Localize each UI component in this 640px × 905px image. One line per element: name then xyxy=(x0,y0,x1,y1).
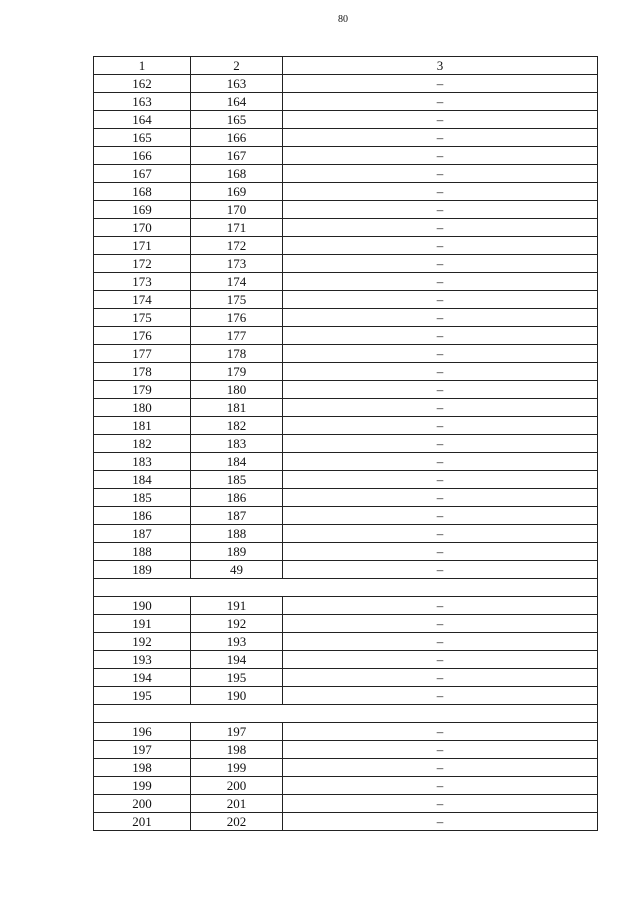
table-row xyxy=(94,201,598,219)
table-cell-col-3: – xyxy=(283,759,598,777)
group-separator-row xyxy=(94,579,598,597)
table-cell-col-3: – xyxy=(283,561,598,579)
table-cell-col-2: 201 xyxy=(191,795,283,813)
table-cell-col-2: 188 xyxy=(191,525,283,543)
table-cell-col-1: 197 xyxy=(94,741,191,759)
table-cell-col-2: 166 xyxy=(191,129,283,147)
table-cell-col-2: 187 xyxy=(191,507,283,525)
table-cell-col-3: – xyxy=(283,633,598,651)
table-row xyxy=(94,741,598,759)
table-cell-col-1: 198 xyxy=(94,759,191,777)
table-cell-col-3: – xyxy=(283,381,598,399)
table-cell-col-3: – xyxy=(283,327,598,345)
data-table xyxy=(93,56,598,831)
table-cell-col-1: 170 xyxy=(94,219,191,237)
table-cell-col-3: – xyxy=(283,453,598,471)
table-cell-col-2: 185 xyxy=(191,471,283,489)
table-cell-col-1: 195 xyxy=(94,687,191,705)
table-row xyxy=(94,381,598,399)
table-cell-col-3: – xyxy=(283,255,598,273)
table-cell-col-3: – xyxy=(283,75,598,93)
table-cell-col-1: 181 xyxy=(94,417,191,435)
table-cell-col-3: – xyxy=(283,417,598,435)
header-cell-2: 2 xyxy=(191,57,283,75)
table-cell-col-2: 194 xyxy=(191,651,283,669)
table-row xyxy=(94,183,598,201)
table-cell-col-1: 163 xyxy=(94,93,191,111)
table-row xyxy=(94,633,598,651)
table-cell-col-3: – xyxy=(283,435,598,453)
table-cell-col-2: 170 xyxy=(191,201,283,219)
table-cell-col-1: 201 xyxy=(94,813,191,831)
table-cell-col-2: 190 xyxy=(191,687,283,705)
table-cell-col-3: – xyxy=(283,651,598,669)
table-cell-col-1: 183 xyxy=(94,453,191,471)
table-row xyxy=(94,327,598,345)
table-row xyxy=(94,309,598,327)
table-cell-col-3: – xyxy=(283,543,598,561)
table-row xyxy=(94,417,598,435)
table-cell-col-3: – xyxy=(283,669,598,687)
table-row xyxy=(94,165,598,183)
table-cell-col-2: 184 xyxy=(191,453,283,471)
table-cell-col-2: 189 xyxy=(191,543,283,561)
separator-cell xyxy=(94,579,598,597)
table-cell-col-3: – xyxy=(283,219,598,237)
table-row xyxy=(94,273,598,291)
table-cell-col-3: – xyxy=(283,363,598,381)
table-row xyxy=(94,795,598,813)
table-cell-col-2: 164 xyxy=(191,93,283,111)
table-cell-col-2: 178 xyxy=(191,345,283,363)
table-cell-col-3: – xyxy=(283,777,598,795)
table-row xyxy=(94,111,598,129)
table-cell-col-1: 175 xyxy=(94,309,191,327)
table-cell-col-1: 190 xyxy=(94,597,191,615)
table-cell-col-2: 171 xyxy=(191,219,283,237)
table-cell-col-3: – xyxy=(283,273,598,291)
table-cell-col-2: 199 xyxy=(191,759,283,777)
table-cell-col-2: 174 xyxy=(191,273,283,291)
table-cell-col-3: – xyxy=(283,597,598,615)
table-row xyxy=(94,363,598,381)
table-cell-col-2: 183 xyxy=(191,435,283,453)
table-cell-col-1: 169 xyxy=(94,201,191,219)
table-cell-col-2: 176 xyxy=(191,309,283,327)
table-cell-col-2: 197 xyxy=(191,723,283,741)
table-cell-col-1: 177 xyxy=(94,345,191,363)
table-cell-col-3: – xyxy=(283,165,598,183)
table-cell-col-1: 174 xyxy=(94,291,191,309)
table-row xyxy=(94,777,598,795)
table-cell-col-3: – xyxy=(283,813,598,831)
table-cell-col-3: – xyxy=(283,147,598,165)
table-cell-col-3: – xyxy=(283,687,598,705)
table-row xyxy=(94,723,598,741)
table-cell-col-1: 182 xyxy=(94,435,191,453)
table-cell-col-3: – xyxy=(283,795,598,813)
table-cell-col-1: 193 xyxy=(94,651,191,669)
table-row xyxy=(94,597,598,615)
table-cell-col-3: – xyxy=(283,471,598,489)
table-cell-col-1: 176 xyxy=(94,327,191,345)
table-cell-col-1: 194 xyxy=(94,669,191,687)
separator-cell xyxy=(94,705,598,723)
table-cell-col-1: 165 xyxy=(94,129,191,147)
header-cell-3: 3 xyxy=(283,57,598,75)
table-row xyxy=(94,453,598,471)
table-cell-col-1: 187 xyxy=(94,525,191,543)
table-row xyxy=(94,489,598,507)
table-cell-col-2: 168 xyxy=(191,165,283,183)
table-cell-col-1: 168 xyxy=(94,183,191,201)
table-cell-col-2: 202 xyxy=(191,813,283,831)
table-row xyxy=(94,759,598,777)
table-cell-col-3: – xyxy=(283,723,598,741)
table-cell-col-3: – xyxy=(283,615,598,633)
table-cell-col-2: 195 xyxy=(191,669,283,687)
table-cell-col-3: – xyxy=(283,201,598,219)
table-cell-col-3: – xyxy=(283,399,598,417)
table-cell-col-1: 184 xyxy=(94,471,191,489)
table-cell-col-2: 173 xyxy=(191,255,283,273)
group-separator-row xyxy=(94,705,598,723)
table-cell-col-2: 186 xyxy=(191,489,283,507)
table-cell-col-3: – xyxy=(283,291,598,309)
table-row xyxy=(94,651,598,669)
table-row xyxy=(94,813,598,831)
table-row xyxy=(94,435,598,453)
table-cell-col-2: 165 xyxy=(191,111,283,129)
table-header-row xyxy=(94,57,598,75)
table-cell-col-1: 189 xyxy=(94,561,191,579)
table-cell-col-2: 182 xyxy=(191,417,283,435)
table-cell-col-1: 179 xyxy=(94,381,191,399)
table-row xyxy=(94,219,598,237)
table-cell-col-2: 179 xyxy=(191,363,283,381)
table-row xyxy=(94,237,598,255)
table-row xyxy=(94,345,598,363)
table-cell-col-1: 196 xyxy=(94,723,191,741)
table-cell-col-1: 200 xyxy=(94,795,191,813)
table-body xyxy=(94,57,598,831)
table-cell-col-3: – xyxy=(283,507,598,525)
table-cell-col-1: 173 xyxy=(94,273,191,291)
table-cell-col-2: 177 xyxy=(191,327,283,345)
table-row xyxy=(94,147,598,165)
table-row xyxy=(94,399,598,417)
table-row xyxy=(94,93,598,111)
table-cell-col-2: 167 xyxy=(191,147,283,165)
table-cell-col-1: 171 xyxy=(94,237,191,255)
table-cell-col-2: 181 xyxy=(191,399,283,417)
table-cell-col-3: – xyxy=(283,237,598,255)
table-cell-col-2: 169 xyxy=(191,183,283,201)
table-cell-col-2: 180 xyxy=(191,381,283,399)
table-row xyxy=(94,525,598,543)
table-cell-col-1: 167 xyxy=(94,165,191,183)
table-cell-col-2: 49 xyxy=(191,561,283,579)
header-cell-1: 1 xyxy=(94,57,191,75)
table-cell-col-1: 172 xyxy=(94,255,191,273)
table-row xyxy=(94,669,598,687)
table-cell-col-1: 186 xyxy=(94,507,191,525)
table-cell-col-2: 200 xyxy=(191,777,283,795)
table-cell-col-3: – xyxy=(283,111,598,129)
table-cell-col-3: – xyxy=(283,345,598,363)
table-cell-col-2: 163 xyxy=(191,75,283,93)
table-row xyxy=(94,543,598,561)
table-cell-col-2: 193 xyxy=(191,633,283,651)
table-row xyxy=(94,507,598,525)
page-number: 80 xyxy=(338,14,348,25)
table-row xyxy=(94,75,598,93)
table-cell-col-3: – xyxy=(283,525,598,543)
table-row xyxy=(94,561,598,579)
table-cell-col-2: 175 xyxy=(191,291,283,309)
table-row xyxy=(94,615,598,633)
table-cell-col-1: 180 xyxy=(94,399,191,417)
table-row xyxy=(94,687,598,705)
table-row xyxy=(94,129,598,147)
table-cell-col-1: 185 xyxy=(94,489,191,507)
table-cell-col-3: – xyxy=(283,129,598,147)
table-row xyxy=(94,255,598,273)
table-cell-col-1: 199 xyxy=(94,777,191,795)
table-cell-col-3: – xyxy=(283,489,598,507)
table-cell-col-2: 198 xyxy=(191,741,283,759)
table-cell-col-3: – xyxy=(283,183,598,201)
table-row xyxy=(94,471,598,489)
table-cell-col-1: 162 xyxy=(94,75,191,93)
table-cell-col-1: 188 xyxy=(94,543,191,561)
table-cell-col-2: 172 xyxy=(191,237,283,255)
table-row xyxy=(94,291,598,309)
table-cell-col-1: 192 xyxy=(94,633,191,651)
table-cell-col-2: 191 xyxy=(191,597,283,615)
table-cell-col-3: – xyxy=(283,93,598,111)
table-cell-col-1: 164 xyxy=(94,111,191,129)
table-cell-col-3: – xyxy=(283,309,598,327)
table-cell-col-2: 192 xyxy=(191,615,283,633)
table-cell-col-3: – xyxy=(283,741,598,759)
table-cell-col-1: 191 xyxy=(94,615,191,633)
table-cell-col-1: 166 xyxy=(94,147,191,165)
table-cell-col-1: 178 xyxy=(94,363,191,381)
